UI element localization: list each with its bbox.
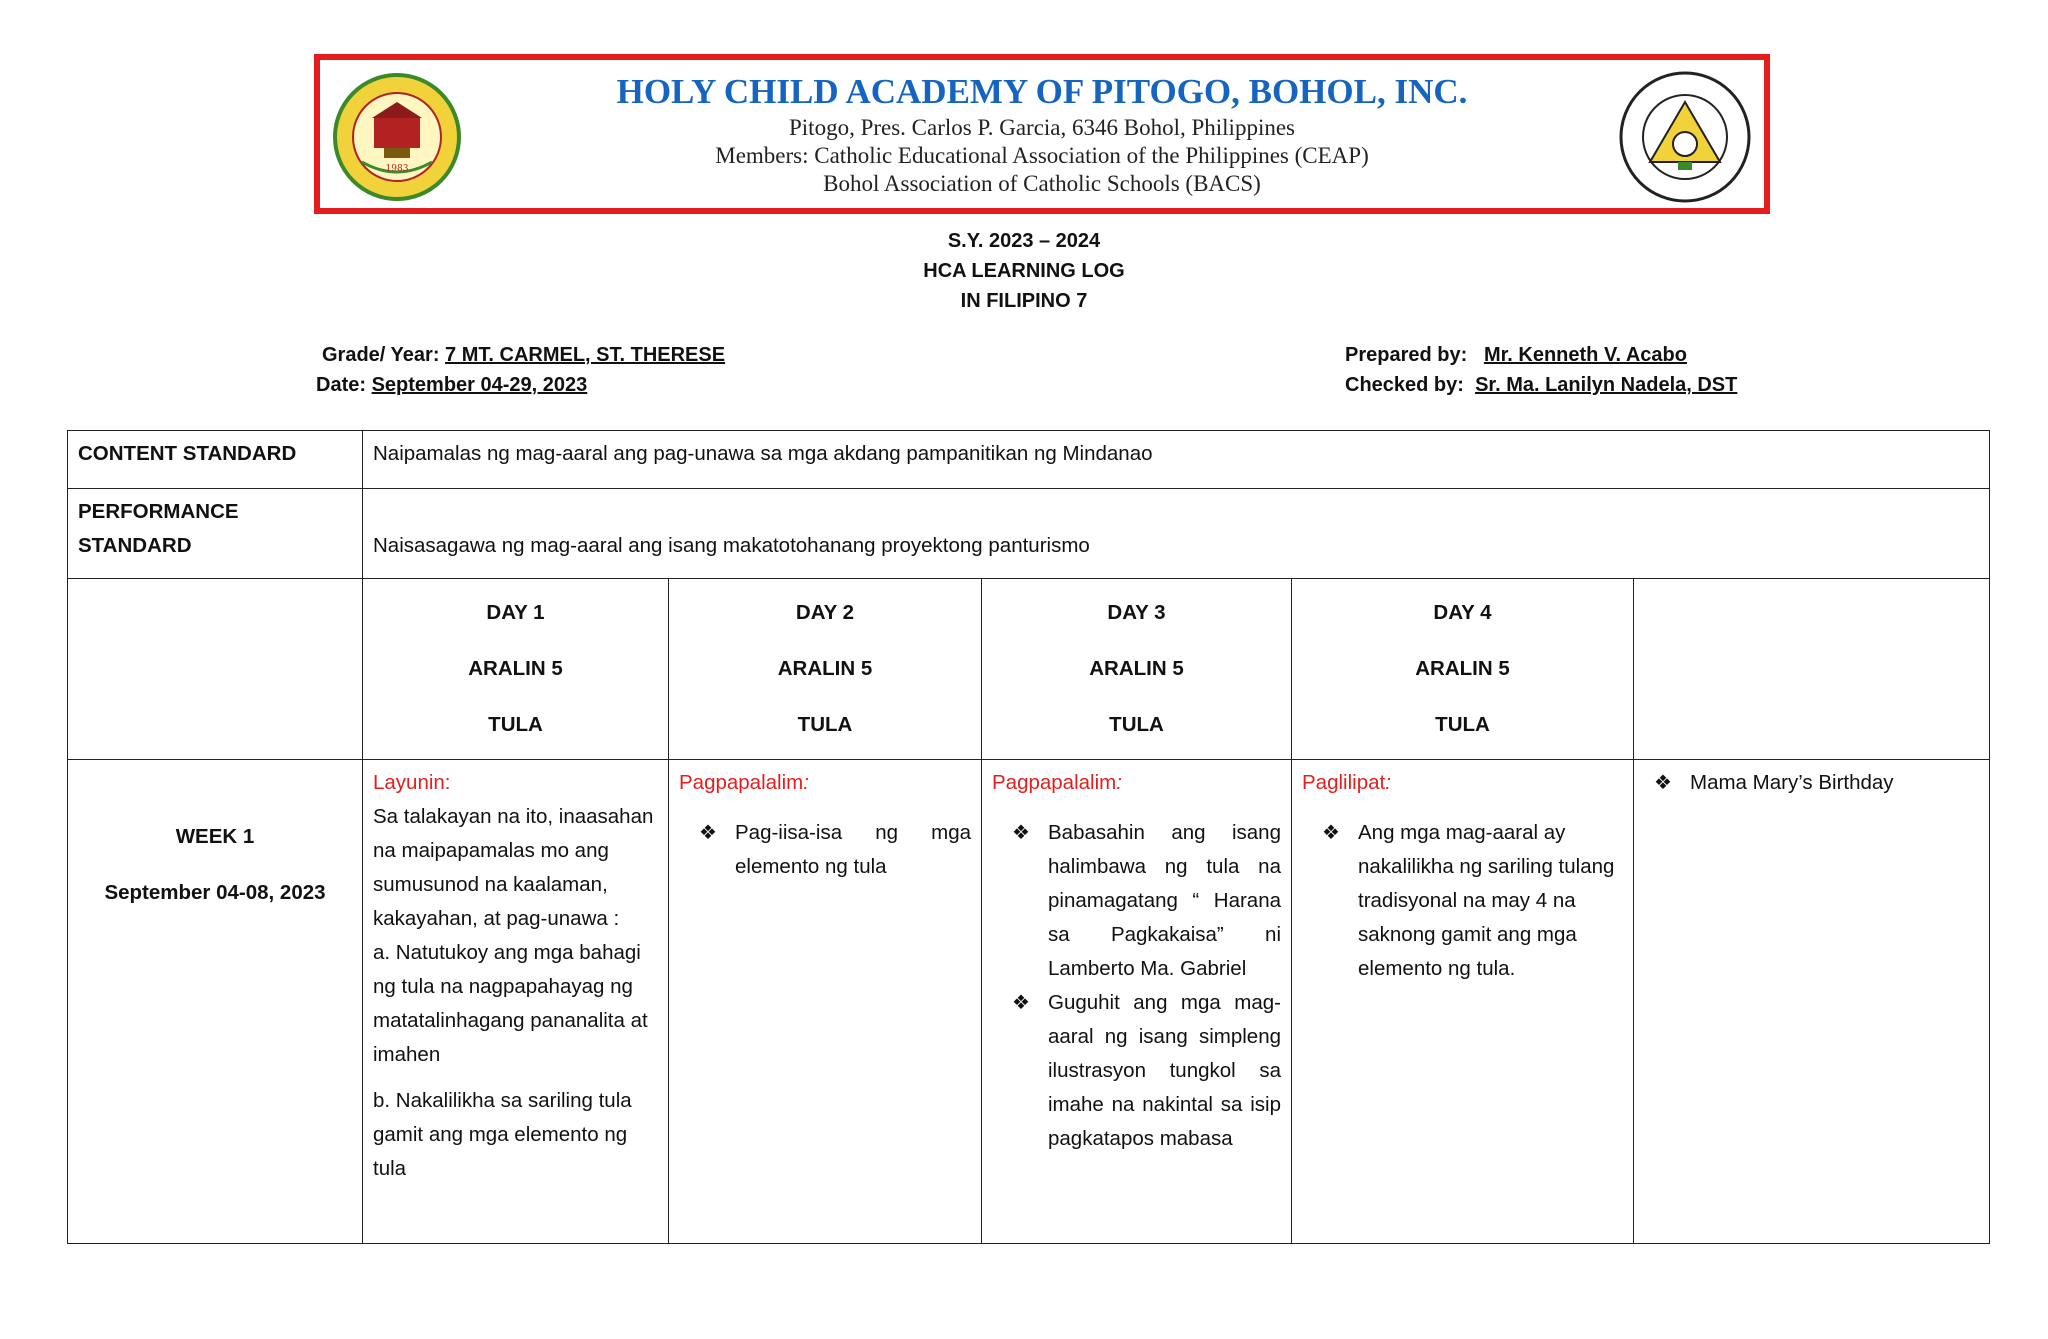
day1-lesson: ARALIN 5	[468, 657, 563, 680]
day2-heading-colon: :	[803, 771, 809, 794]
school-year: S.Y. 2023 – 2024	[947, 230, 1101, 252]
diamond-bullet-icon: ❖	[1322, 822, 1340, 844]
performance-standard-label	[68, 489, 363, 579]
diamond-bullet-icon: ❖	[1012, 822, 1030, 844]
day2-label: DAY 2	[795, 601, 855, 624]
day3-label: DAY 3	[1107, 601, 1166, 624]
day2-lesson: ARALIN 5	[777, 657, 873, 680]
day2-header	[669, 579, 982, 760]
prepared-line	[1345, 340, 1687, 370]
bacs-seal-logo	[1616, 68, 1754, 206]
list-item	[1302, 816, 1623, 986]
list-item	[679, 816, 971, 884]
day5-content	[1634, 760, 1990, 1244]
date-line	[316, 370, 587, 400]
day3-bullet-1-text: Babasahin ang isang halimbawa ng tula na pinamagatang “ Harana sa Pagkakaisa” ni Lamberto Ma. Gabriel	[1048, 821, 1281, 980]
content-standard-row	[68, 431, 1990, 489]
day3-header	[982, 579, 1292, 760]
day3-lesson: ARALIN 5	[1089, 657, 1184, 680]
checked-line	[1345, 370, 1737, 400]
day2-heading	[679, 766, 971, 800]
header-text	[320, 70, 1764, 198]
checked-value: Sr. Ma. Lanilyn Nadela, DST	[1475, 374, 1738, 396]
day2-heading-text: Pagpapalalim	[679, 771, 804, 794]
content-standard-label: CONTENT STANDARD	[68, 431, 363, 489]
grade-label: Grade/ Year:	[322, 344, 440, 366]
week-dates: September 04-08, 2023	[104, 881, 326, 904]
school-members: Members: Catholic Educational Association of the Philippines (CEAP)	[715, 143, 1369, 168]
blank-day5-header	[1634, 579, 1990, 760]
grade-line	[322, 340, 725, 370]
performance-standard-row	[68, 489, 1990, 579]
day4-lesson: ARALIN 5	[1415, 657, 1510, 680]
day3-bullet-list	[992, 816, 1281, 1156]
day2-bullet-list	[679, 816, 971, 884]
content-standard-value: Naipamalas ng mag-aaral ang pag-unawa sa mga akdang pampanitikan ng Mindanao	[363, 431, 1990, 489]
day1-topic: TULA	[488, 713, 543, 736]
prepared-value: Mr. Kenneth V. Acabo	[1483, 344, 1687, 366]
performance-label-line-1: PERFORMANCE	[78, 500, 239, 523]
diamond-bullet-icon: ❖	[1654, 772, 1672, 794]
day1-heading: Layunin:	[373, 771, 451, 794]
grade-value: 7 MT. CARMEL, ST. THERESE	[445, 344, 726, 366]
day4-header	[1292, 579, 1634, 760]
school-header	[314, 54, 1770, 214]
learning-log-table	[67, 430, 1990, 1244]
svg-text:1983: 1983	[385, 164, 409, 174]
log-title: HCA LEARNING LOG	[923, 260, 1125, 282]
school-association: Bohol Association of Catholic Schools (BACS)	[823, 171, 1261, 196]
diamond-bullet-icon: ❖	[1012, 992, 1030, 1014]
list-item	[1644, 766, 1979, 800]
day4-content	[1292, 760, 1634, 1244]
day3-bullet-2-text: Guguhit ang mga mag-aaral ng isang simpleng ilustrasyon tungkol sa imahe na nakintal sa isip pagkatapos mabasa	[1048, 991, 1281, 1150]
school-name: HOLY CHILD ACADEMY OF PITOGO, BOHOL, INC.	[616, 72, 1468, 111]
day1-label: DAY 1	[486, 601, 545, 624]
day4-bullet-list	[1302, 816, 1623, 986]
list-item	[992, 816, 1281, 986]
day3-heading	[992, 766, 1281, 800]
day4-label: DAY 4	[1433, 601, 1492, 624]
day1-intro: Sa talakayan na ito, inaasahan na maipapamalas mo ang sumusunod na kaalaman, kakayahan, at pag-unawa :	[373, 805, 654, 930]
day5-bullet-list	[1644, 766, 1979, 800]
performance-standard-value: Naisasagawa ng mag-aaral ang isang makatotohanang proyektong panturismo	[363, 489, 1990, 579]
day4-heading-colon: :	[1385, 771, 1391, 794]
day4-bullet-text: Ang mga mag-aaral ay nakalilikha ng sariling tulang tradisyonal na may 4 na saknong gamit ang mga elemento ng tula.	[1358, 821, 1615, 980]
day2-topic: TULA	[797, 713, 853, 736]
subject-title: IN FILIPINO 7	[960, 290, 1088, 312]
document-title-block	[0, 226, 2048, 316]
school-address: Pitogo, Pres. Carlos P. Garcia, 6346 Bohol, Philippines	[789, 115, 1295, 140]
performance-label-line-2: STANDARD	[78, 534, 192, 557]
week1-row	[68, 760, 1990, 1244]
day3-heading-text: Pagpapalalim	[992, 771, 1117, 794]
blank-header-cell	[68, 579, 363, 760]
diamond-bullet-icon: ❖	[699, 822, 717, 844]
day4-heading	[1302, 766, 1623, 800]
week-label: WEEK 1	[175, 825, 255, 848]
day3-heading-colon: :	[1116, 771, 1122, 794]
day5-bullet-text: Mama Mary’s Birthday	[1690, 771, 1894, 794]
day1-content	[363, 760, 669, 1244]
prepared-label: Prepared by:	[1345, 344, 1468, 366]
day4-topic: TULA	[1435, 713, 1490, 736]
day3-topic: TULA	[1109, 713, 1164, 736]
checked-label: Checked by:	[1345, 374, 1464, 396]
day1-item-a: a. Natutukoy ang mga bahagi ng tula na nagpapahayag ng matatalinhagang pananalita at imahen	[373, 941, 648, 1066]
day2-content	[669, 760, 982, 1244]
week1-cell	[68, 760, 363, 1244]
date-label: Date:	[316, 374, 367, 396]
day1-item-b: b. Nakalilikha sa sariling tula gamit ang mga elemento ng tula	[373, 1089, 632, 1180]
day1-header	[363, 579, 669, 760]
list-item	[992, 986, 1281, 1156]
day2-bullet-text: Pag-iisa-isa ng mga elemento ng tula	[735, 821, 971, 878]
day3-content	[982, 760, 1292, 1244]
day4-heading-text: Paglilipat	[1302, 771, 1386, 794]
day-header-row	[68, 579, 1990, 760]
date-value: September 04-29, 2023	[371, 374, 588, 396]
